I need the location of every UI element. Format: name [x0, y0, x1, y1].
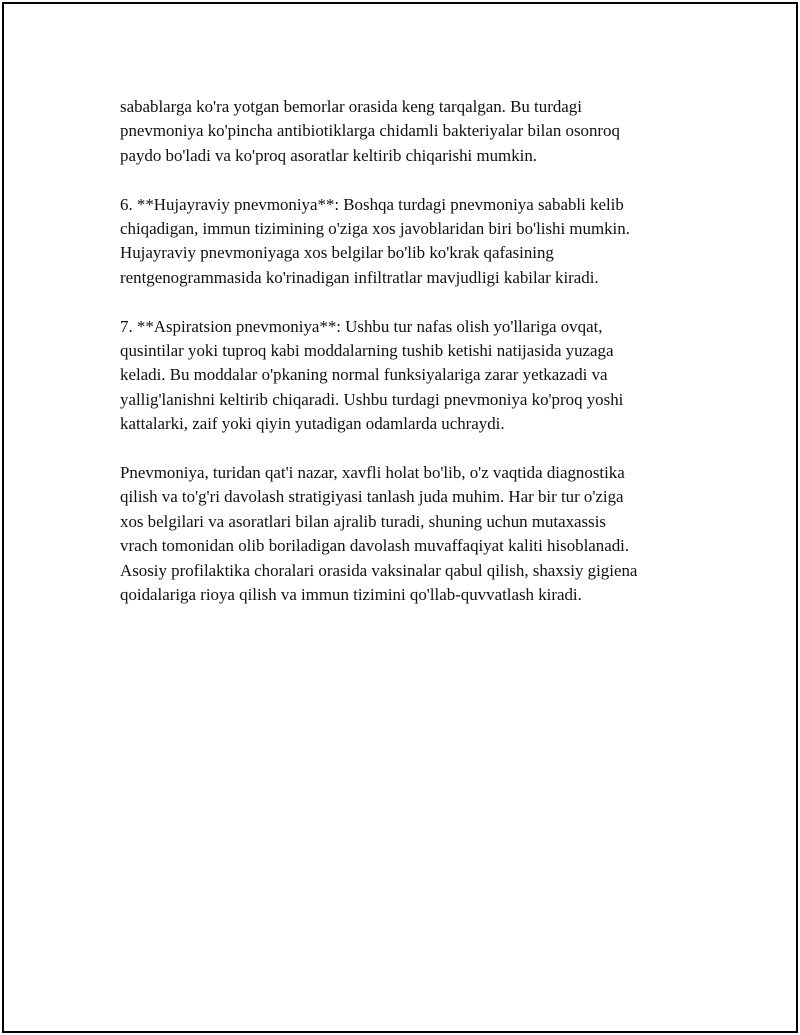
paragraph-conclusion: Pnevmoniya, turidan qat'i nazar, xavfli holat bo'lib, o'z vaqtida diagnostika qilish va to'g'ri davolash stratigiyasi tanlash juda muhim. Har bir tur o'ziga xos belgilari va asoratlari bilan ajralib turadi, shuning uchun mutaxassis vrach tomonidan olib boriladigan davolash muvaffaqiyat kaliti hisoblanadi. Asosiy profilaktika choralari orasida vaksinalar qabul qilish, shaxsiy gigiena qoidalariga rioya qilish va immun tizimini qo'llab-quvvatlash kiradi.: [120, 463, 638, 605]
paragraph-item-6: 6. **Hujayraviy pnevmoniya**: Boshqa turdagi pnevmoniya sababli kelib chiqadigan, immun tizimining o'ziga xos javoblaridan biri bo'lishi mumkin. Hujayraviy pnevmoniyaga xos belgilar bo'lib ko'krak qafasining rentgenogrammasida ko'rinadigan infiltratlar mavjudligi kabilar kiradi.: [120, 194, 630, 287]
paragraph-item-7: 7. **Aspiratsion pnevmoniya**: Ushbu tur nafas olish yo'llariga ovqat, qusintilar yoki tuproq kabi moddalarning tushib ketishi natijasida yuzaga keladi. Bu moddalar o'pkaning normal funksiyalariga zarar yetkazadi va yallig'lanishni keltirib chiqaradi. Ushbu turdagi pnevmoniya ko'proq yoshi kattalarki, zaif yoki qiyin yutadigan odamlarda uchraydi.: [120, 316, 624, 434]
document-page: [2, 2, 798, 1033]
paragraph-continuation: sabablarga ko'ra yotgan bemorlar orasida keng tarqalgan. Bu turdagi pnevmoniya ko'pincha antibiotiklarga chidamli bakteriyalar bilan osonroq paydo bo'ladi va ko'proq asoratlar keltirib chiqarishi mumkin.: [120, 97, 620, 165]
document-body: [120, 95, 692, 632]
